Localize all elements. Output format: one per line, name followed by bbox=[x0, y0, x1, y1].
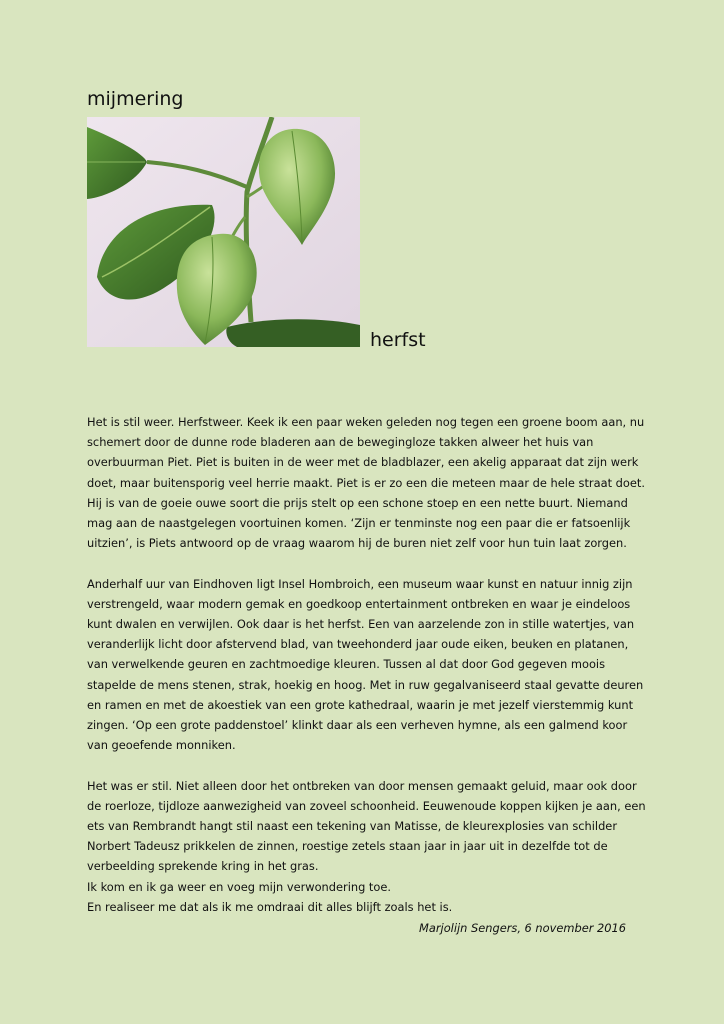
line-5: En realiseer me dat als ik me omdraai dit alles blijft zoals het is. bbox=[87, 899, 453, 914]
page-subtitle: herfst bbox=[370, 329, 426, 351]
plant-photo bbox=[87, 117, 360, 347]
line-4: Ik kom en ik ga weer en voeg mijn verwondering toe. bbox=[87, 879, 391, 894]
paragraph-3: Het was er stil. Niet alleen door het ontbreken van door mensen gemaakt geluid, maar ook door de roerloze, tijdloze aanwezigheid van zoveel schoonheid. Eeuwenoude koppen kijken je aan, een ets van Rembrandt hangt stil naast een tekening van Matisse, de kleurexplosies van schilder Norbert Tadeusz prikkelen de zinnen, roestige zetels staan jaar in jaar uit in dezelfde tot de verbeelding sprekende kring in het gras. bbox=[87, 778, 646, 874]
paragraph-2: Anderhalf uur van Eindhoven ligt Insel Hombroich, een museum waar kunst en natuur innig zijn verstrengeld, waar modern gemak en goedkoop entertainment ontbreken en waar je eindeloos kunt dwalen en verwijlen. Ook daar is het herfst. Een van aarzelende zon in stille watertjes, van veranderlijk licht door afstervend blad, van tweehonderd jaar oude eiken, beuken en platanen, van verwelkende geuren en zachtmoedige kleuren. Tussen al dat door God gegeven moois stapelde de mens stenen, strak, hoekig en hoog. Met in ruw gegalvaniseerd staal gevatte deuren en ramen en met de akoestiek van een grote kathedraal, waarin je met jezelf vierstemmig kunt zingen. ‘Op een grote paddenstoel’ klinkt daar als een verheven hymne, als een galmend koor van geoefende monniken. bbox=[87, 576, 644, 753]
page-title: mijmering bbox=[87, 88, 184, 110]
article-body bbox=[87, 412, 647, 917]
signature: Marjolijn Sengers, 6 november 2016 bbox=[419, 921, 626, 935]
paragraph-1: Het is stil weer. Herfstweer. Keek ik een paar weken geleden nog tegen een groene boom aan, nu schemert door de dunne rode bladeren aan de bewegingloze takken alweer het huis van overbuurman Piet. Piet is buiten in de weer met de bladblazer, een akelig apparaat dat zijn werk doet, maar buitensporig veel herrie maakt. Piet is er zo een die meteen maar de hele straat doet. Hij is van de goeie ouwe soort die prijs stelt op een schone stoep en een nette buurt. Niemand mag aan de naastgelegen voortuinen komen. ‘Zijn er tenminste nog een paar die er fatsoenlijk uitzien’, is Piets antwoord op de vraag waarom hij de buren niet zelf voor hun tuin laat zorgen. bbox=[87, 415, 645, 551]
plant-illustration bbox=[87, 117, 360, 347]
